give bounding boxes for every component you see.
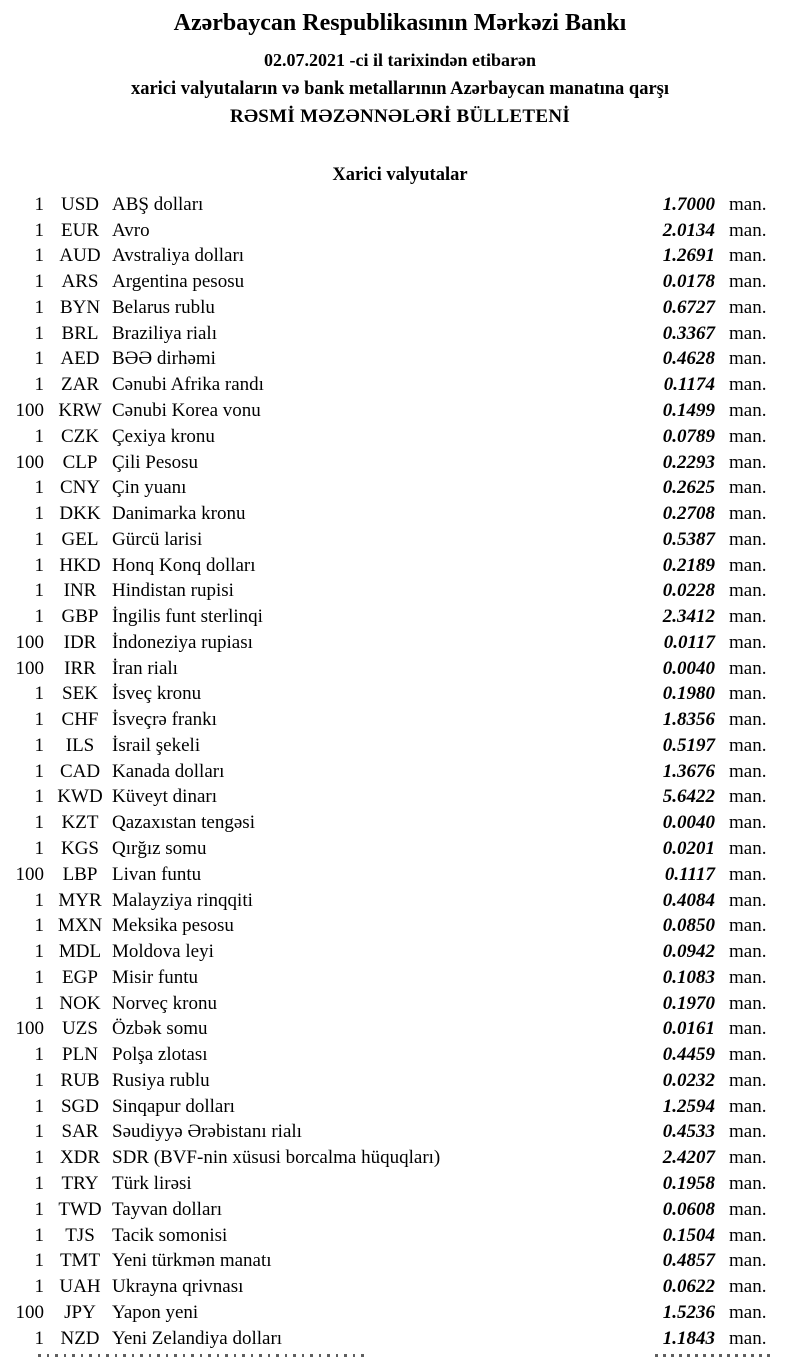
table-row [0,244,800,270]
quantity-cell: 1 [34,528,44,550]
table-row [0,192,800,218]
currency-code-cell: AUD [59,245,101,267]
currency-name-cell: Malayziya rinqqiti [112,889,253,911]
currency-code-cell: CHF [61,709,99,731]
currency-name-cell: Çexiya kronu [112,425,215,447]
table-row [0,1094,800,1120]
unit-cell: man. [729,1172,767,1194]
currency-name-cell: Polşa zlotası [112,1044,208,1066]
rate-cell: 0.1117 [664,863,715,885]
table-row [0,759,800,785]
table-row [0,991,800,1017]
quantity-cell: 1 [34,760,44,782]
currency-name-cell: İndoneziya rupiası [112,631,253,653]
quantity-cell: 1 [34,838,44,860]
currency-code-cell: CNY [59,477,101,499]
currency-code-cell: DKK [59,503,101,525]
currency-name-cell: Norveç kronu [112,992,217,1014]
unit-cell: man. [729,812,767,834]
rate-cell: 0.2189 [662,554,715,576]
rate-cell: 0.4857 [662,1250,715,1272]
currency-name-cell: Hindistan rupisi [112,580,234,602]
table-row [0,475,800,501]
table-row [0,321,800,347]
quantity-cell: 1 [34,296,44,318]
quantity-cell: 1 [34,425,44,447]
table-row [0,269,800,295]
currency-name-cell: Ukrayna qrivnası [112,1276,244,1298]
currency-name-cell: Tacik somonisi [112,1224,228,1246]
quantity-cell: 1 [34,1198,44,1220]
table-row [0,733,800,759]
unit-cell: man. [729,271,767,293]
currency-code-cell: IDR [63,631,97,653]
rate-cell: 0.0608 [662,1198,715,1220]
rate-cell: 0.0178 [662,271,715,293]
quantity-cell: 100 [15,1301,44,1323]
rate-cell: 0.0850 [662,915,715,937]
currency-code-cell: GEL [61,528,99,550]
cut-off-row-text-fragment [38,1354,368,1357]
page-title: Azərbaycan Respublikasının Mərkəzi Bankı [173,10,627,36]
table-row [0,1120,800,1146]
table-row [0,450,800,476]
rate-cell: 0.2293 [662,451,715,473]
currency-code-cell: USD [60,193,99,215]
quantity-cell: 1 [34,941,44,963]
currency-name-cell: İsveçrə frankı [112,709,217,731]
currency-name-cell: İngilis funt sterlinqi [112,606,263,628]
rate-cell: 0.0228 [662,580,715,602]
currency-code-cell: GBP [61,606,99,628]
currency-code-cell: MDL [58,941,102,963]
currency-code-cell: TJS [65,1224,95,1246]
currency-code-cell: CLP [62,451,98,473]
unit-cell: man. [729,348,767,370]
quantity-cell: 1 [34,683,44,705]
table-row [0,1248,800,1274]
currency-name-cell: Özbək somu [112,1018,208,1040]
table-row [0,501,800,527]
table-row [0,1197,800,1223]
currency-code-cell: SGD [60,1095,99,1117]
table-row [0,939,800,965]
quantity-cell: 1 [34,1044,44,1066]
currency-name-cell: BƏƏ dirhəmi [112,348,216,370]
quantity-cell: 1 [34,271,44,293]
currency-name-cell: Avstraliya dolları [112,245,245,267]
unit-cell: man. [729,193,767,215]
quantity-cell: 100 [15,1018,44,1040]
rate-cell: 0.0117 [663,631,715,653]
table-row [0,604,800,630]
table-row [0,218,800,244]
rate-cell: 0.1499 [662,400,715,421]
rate-cell: 0.0789 [662,425,715,447]
unit-cell: man. [729,503,767,525]
currency-name-cell: Küveyt dinarı [112,786,218,808]
currency-name-cell: İran rialı [112,657,178,679]
currency-code-cell: UZS [62,1018,98,1040]
currency-name-cell: Çili Pesosu [112,451,199,473]
rate-cell: 0.1980 [662,683,715,705]
currency-name-cell: Rusiya rublu [112,1069,210,1091]
currency-name-cell: Türk lirəsi [112,1172,192,1194]
currency-code-cell: CAD [59,760,101,782]
currency-name-cell: Qazaxıstan tengəsi [112,812,255,834]
unit-cell: man. [729,1276,767,1298]
effective-date-line: 02.07.2021 -ci il tarixindən etibarən [264,50,536,70]
table-row [0,836,800,862]
quantity-cell: 1 [34,709,44,731]
rate-cell: 2.3412 [662,606,715,628]
currency-name-cell: Səudiyyə Ərəbistanı rialı [112,1121,302,1143]
quantity-cell: 1 [34,1224,44,1246]
table-row [0,630,800,656]
table-row [0,1042,800,1068]
rate-cell: 5.6422 [662,786,715,808]
quantity-cell: 1 [34,1147,44,1169]
currency-code-cell: PLN [62,1044,98,1066]
quantity-cell: 100 [15,657,44,679]
table-row [0,424,800,450]
rate-cell: 0.0040 [662,657,715,679]
table-row [0,372,800,398]
currency-name-cell: Misir funtu [112,966,199,988]
quantity-cell: 1 [34,1250,44,1272]
unit-cell: man. [729,1224,767,1246]
quantity-cell: 1 [34,245,44,267]
unit-cell: man. [729,322,767,344]
currency-code-cell: TWD [58,1198,102,1220]
currency-code-cell: IRR [64,657,96,679]
rate-cell: 1.7000 [662,193,715,215]
unit-cell: man. [729,374,767,396]
unit-cell: man. [729,915,767,937]
currency-name-cell: İsrail şekeli [112,734,201,756]
unit-cell: man. [729,838,767,860]
unit-cell: man. [729,657,767,679]
rate-cell: 0.4533 [662,1121,715,1143]
cut-off-row-rate-fragment [655,1354,770,1357]
unit-cell: man. [729,992,767,1014]
currency-code-cell: KZT [61,812,99,834]
unit-cell: man. [729,245,767,267]
rate-cell: 1.3676 [662,760,715,782]
currency-name-cell: Belarus rublu [112,296,215,318]
currency-code-cell: MXN [57,915,103,937]
unit-cell: man. [729,631,767,653]
unit-cell: man. [729,1121,767,1143]
table-row [0,553,800,579]
table-row [0,682,800,708]
quantity-cell: 100 [15,451,44,473]
currency-code-cell: RUB [60,1069,100,1091]
currency-name-cell: Yeni Zelandiya dolları [112,1327,283,1349]
currency-code-cell: NZD [60,1327,100,1349]
table-row [0,1274,800,1300]
currency-code-cell: JPY [64,1301,96,1323]
currency-code-cell: UAH [59,1276,101,1298]
currency-name-cell: Meksika pesosu [112,915,234,937]
currency-code-cell: KWD [57,786,103,808]
bulletin-subtitle: xarici valyutaların və bank metallarının Azərbaycan manatına qarşı [130,79,670,99]
unit-cell: man. [729,296,767,318]
table-row [0,527,800,553]
quantity-cell: 1 [34,348,44,370]
section-title-foreign-currencies: Xarici valyutalar [332,165,468,185]
quantity-cell: 1 [34,322,44,344]
document-header [0,9,800,128]
unit-cell: man. [729,709,767,731]
quantity-cell: 1 [34,606,44,628]
table-row [0,398,800,424]
rate-cell: 0.4459 [662,1044,715,1066]
quantity-cell: 1 [34,1095,44,1117]
currency-code-cell: SEK [62,683,98,705]
unit-cell: man. [729,400,767,421]
currency-code-cell: SAR [61,1121,99,1143]
currency-name-cell: Çin yuanı [112,477,187,499]
rate-cell: 0.0622 [662,1276,715,1298]
currency-name-cell: Cənubi Afrika randı [112,374,264,396]
rate-cell: 1.8356 [662,709,715,731]
currency-name-cell: Braziliya rialı [112,322,217,344]
unit-cell: man. [729,606,767,628]
rate-cell: 1.1843 [662,1327,715,1349]
currency-name-cell: Avro [112,219,150,241]
currency-code-cell: ILS [65,734,95,756]
quantity-cell: 1 [34,503,44,525]
table-row [0,913,800,939]
currency-code-cell: TMT [59,1250,101,1272]
currency-name-cell: Sinqapur dolları [112,1095,235,1117]
currency-name-cell: Livan funtu [112,863,202,885]
quantity-cell: 1 [34,219,44,241]
rate-cell: 1.2691 [662,245,715,267]
currency-code-cell: CZK [61,425,99,447]
table-row [0,1145,800,1171]
unit-cell: man. [729,528,767,550]
cut-off-row [0,1351,800,1358]
rate-cell: 0.2708 [662,503,715,525]
rate-cell: 0.3367 [662,322,715,344]
unit-cell: man. [729,760,767,782]
currency-name-cell: ABŞ dolları [112,193,204,215]
currency-name-cell: Danimarka kronu [112,503,246,525]
quantity-cell: 1 [34,374,44,396]
table-row [0,1223,800,1249]
quantity-cell: 100 [15,400,44,421]
unit-cell: man. [729,941,767,963]
rate-cell: 1.5236 [662,1301,715,1323]
quantity-cell: 100 [15,631,44,653]
unit-cell: man. [729,1147,767,1169]
rate-cell: 0.0201 [662,838,715,860]
rate-cell: 0.4628 [662,348,715,370]
currency-name-cell: Honq Konq dolları [112,554,256,576]
rate-cell: 2.4207 [662,1147,715,1169]
currency-name-cell: Kanada dolları [112,760,225,782]
table-row [0,707,800,733]
quantity-cell: 1 [34,915,44,937]
rate-cell: 0.2625 [662,477,715,499]
unit-cell: man. [729,1301,767,1323]
quantity-cell: 1 [34,812,44,834]
bulletin-name: RƏSMİ MƏZƏNNƏLƏRİ BÜLLETENİ [229,106,571,127]
rate-cell: 0.0232 [662,1069,715,1091]
currency-code-cell: TRY [61,1172,99,1194]
currency-code-cell: XDR [59,1147,101,1169]
unit-cell: man. [729,734,767,756]
unit-cell: man. [729,554,767,576]
unit-cell: man. [729,425,767,447]
currency-code-cell: BYN [59,296,101,318]
rate-cell: 0.1958 [662,1172,715,1194]
rate-cell: 0.0942 [662,941,715,963]
unit-cell: man. [729,580,767,602]
currency-code-cell: KGS [60,838,99,860]
table-row [0,578,800,604]
table-row [0,1171,800,1197]
rate-cell: 1.2594 [662,1095,715,1117]
quantity-cell: 1 [34,734,44,756]
unit-cell: man. [729,451,767,473]
rate-cell: 0.6727 [662,296,715,318]
rates-table [0,192,800,1351]
currency-name-cell: Moldova leyi [112,941,214,963]
currency-name-cell: İsveç kronu [112,683,202,705]
table-row [0,965,800,991]
rate-cell: 0.1083 [662,966,715,988]
unit-cell: man. [729,477,767,499]
unit-cell: man. [729,1069,767,1091]
unit-cell: man. [729,1044,767,1066]
currency-name-cell: Gürcü larisi [112,528,203,550]
quantity-cell: 100 [15,863,44,885]
currency-code-cell: ARS [61,271,99,293]
rate-cell: 0.0040 [662,812,715,834]
quantity-cell: 1 [34,1327,44,1349]
unit-cell: man. [729,219,767,241]
unit-cell: man. [729,786,767,808]
unit-cell: man. [729,1198,767,1220]
currency-code-cell: INR [63,580,97,602]
quantity-cell: 1 [34,1172,44,1194]
unit-cell: man. [729,863,767,885]
quantity-cell: 1 [34,477,44,499]
unit-cell: man. [729,1095,767,1117]
currency-name-cell: Qırğız somu [112,838,207,860]
unit-cell: man. [729,966,767,988]
unit-cell: man. [729,889,767,911]
quantity-cell: 1 [34,889,44,911]
currency-code-cell: KRW [58,400,102,421]
currency-code-cell: BRL [61,322,99,344]
table-row [0,810,800,836]
unit-cell: man. [729,683,767,705]
quantity-cell: 1 [34,554,44,576]
table-row [0,1326,800,1352]
quantity-cell: 1 [34,1276,44,1298]
rate-cell: 0.5197 [662,734,715,756]
currency-code-cell: AED [60,348,100,370]
quantity-cell: 1 [34,193,44,215]
currency-name-cell: SDR (BVF-nin xüsusi borcalma hüquqları) [112,1147,441,1169]
currency-name-cell: Cənubi Korea vonu [112,400,261,421]
rate-cell: 0.4084 [662,889,715,911]
currency-name-cell: Argentina pesosu [112,271,245,293]
currency-code-cell: ZAR [61,374,99,396]
table-row [0,1068,800,1094]
unit-cell: man. [729,1327,767,1349]
table-row [0,347,800,373]
table-row [0,862,800,888]
rate-cell: 0.1174 [663,374,715,396]
table-row [0,656,800,682]
rate-cell: 0.5387 [662,528,715,550]
currency-code-cell: MYR [58,889,102,911]
table-row [0,785,800,811]
rate-cell: 0.0161 [662,1018,715,1040]
currency-code-cell: NOK [59,992,101,1014]
rate-cell: 2.0134 [662,219,715,241]
currency-code-cell: EGP [62,966,98,988]
rate-cell: 0.1970 [662,992,715,1014]
table-row [0,1300,800,1326]
unit-cell: man. [729,1250,767,1272]
currency-code-cell: LBP [62,863,98,885]
currency-code-cell: HKD [59,554,101,576]
currency-name-cell: Yapon yeni [112,1301,199,1323]
table-row [0,888,800,914]
table-row [0,295,800,321]
currency-code-cell: EUR [61,219,99,241]
table-row [0,1017,800,1043]
quantity-cell: 1 [34,1121,44,1143]
quantity-cell: 1 [34,966,44,988]
quantity-cell: 1 [34,1069,44,1091]
currency-name-cell: Tayvan dolları [112,1198,222,1220]
currency-name-cell: Yeni türkmən manatı [112,1250,272,1272]
quantity-cell: 1 [34,580,44,602]
rate-cell: 0.1504 [662,1224,715,1246]
quantity-cell: 1 [34,786,44,808]
quantity-cell: 1 [34,992,44,1014]
unit-cell: man. [729,1018,767,1040]
